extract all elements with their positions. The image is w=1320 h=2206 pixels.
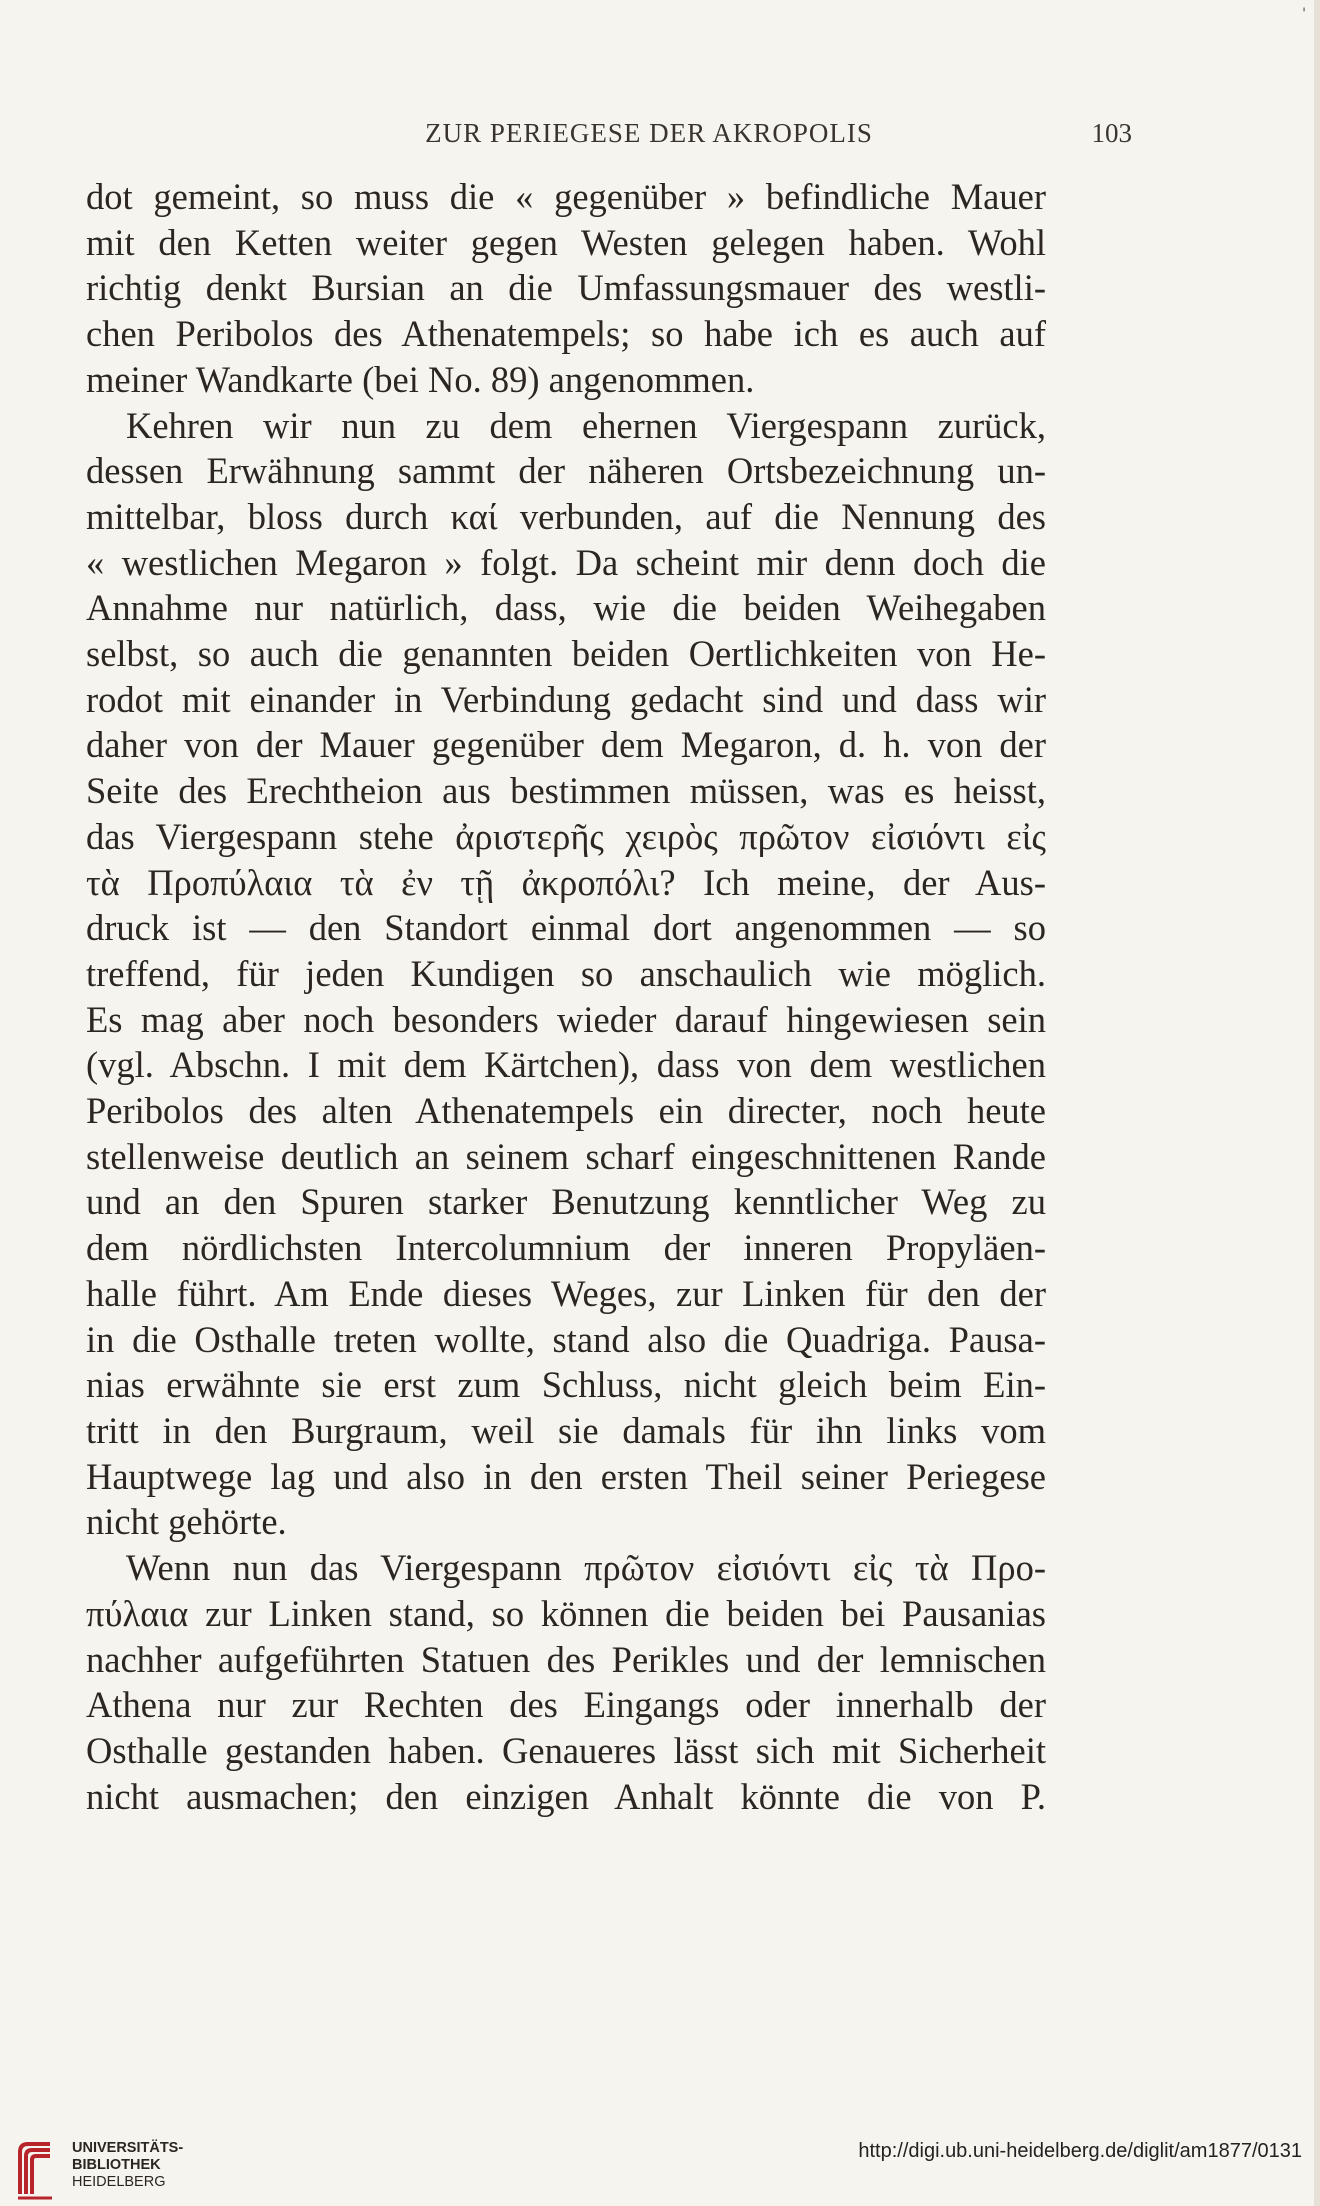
text-line: stellenweise deutlich an seinem scharf eingeschnittenen Rande — [86, 1135, 1046, 1177]
text-line: nias erwähnte sie erst zum Schluss, nicht gleich beim Ein- — [86, 1364, 1046, 1406]
text-line: mit den Ketten weiter gegen Westen gelegen haben. Wohl — [86, 221, 1046, 263]
text-line: nicht gehörte. — [86, 1501, 287, 1543]
library-logo[interactable] — [14, 2134, 184, 2204]
text-line: Seite des Erechtheion aus bestimmen müssen, was es heisst, — [86, 770, 1046, 812]
source-url-link[interactable]: http://digi.ub.uni-heidelberg.de/diglit/am1877/0131 — [858, 2140, 1302, 2162]
page-number: 103 — [1091, 118, 1132, 148]
library-line-1: UNIVERSITÄTS- — [72, 2140, 184, 2156]
text-line: halle führt. Am Ende dieses Weges, zur Linken für den der — [86, 1272, 1046, 1314]
page-edge — [1314, 0, 1320, 2206]
text-line: druck ist — den Standort einmal dort angenommen — so — [86, 907, 1046, 949]
text-line: tritt in den Burgraum, weil sie damals für ihn links vom — [86, 1409, 1046, 1451]
running-title: ZUR PERIEGESE DER AKROPOLIS — [425, 118, 873, 148]
paragraph — [86, 174, 1046, 403]
text-line: Athena nur zur Rechten des Eingangs oder innerhalb der — [86, 1684, 1046, 1726]
paragraph — [86, 1545, 1046, 1819]
text-line: Kehren wir nun zu dem ehernen Viergespann zurück, — [126, 404, 1046, 446]
text-line: Osthalle gestanden haben. Genaueres lässt sich mit Sicherheit — [86, 1729, 1046, 1771]
body-text — [86, 174, 1046, 1819]
text-line: chen Peribolos des Athenatempels; so habe ich es auch auf — [86, 313, 1046, 355]
text-line: dot gemeint, so muss die « gegenüber » befindliche Mauer — [86, 176, 1046, 217]
text-line: « westlichen Megaron » folgt. Da scheint mir denn doch die — [86, 541, 1046, 583]
text-line: dem nördlichsten Intercolumnium der inneren Propyläen- — [86, 1227, 1046, 1269]
text-line: nachher aufgeführten Statuen des Perikles und der lemnischen — [86, 1638, 1046, 1680]
text-line: in die Osthalle treten wollte, stand also die Quadriga. Pausa- — [86, 1318, 1046, 1360]
heidelberg-logo-icon — [14, 2134, 56, 2202]
text-line: meiner Wandkarte (bei No. 89) angenommen. — [86, 358, 755, 400]
text-line: daher von der Mauer gegenüber dem Megaron, d. h. von der — [86, 724, 1046, 766]
library-line-2: BIBLIOTHEK — [72, 2157, 161, 2173]
text-line: das Viergespann stehe ἀριστερῆς χειρὸς πρῶτον εἰσιόντι εἰς — [86, 815, 1046, 857]
footer — [0, 2110, 1320, 2206]
text-line: richtig denkt Bursian an die Umfassungsmauer des westli- — [86, 267, 1046, 309]
paragraph — [86, 403, 1046, 1546]
text-line: treffend, für jeden Kundigen so anschaulich wie möglich. — [86, 952, 1046, 994]
corner-mark: ' — [1302, 6, 1306, 22]
text-line: und an den Spuren starker Benutzung kenntlicher Weg zu — [86, 1181, 1046, 1223]
library-name — [72, 2140, 183, 2191]
text-line: Hauptwege lag und also in den ersten Theil seiner Periegese — [86, 1455, 1046, 1497]
text-line: nicht ausmachen; den einzigen Anhalt könnte die von P. — [86, 1775, 1046, 1817]
text-line: Peribolos des alten Athenatempels ein directer, noch heute — [86, 1090, 1046, 1132]
text-line: Es mag aber noch besonders wieder darauf hingewiesen sein — [86, 998, 1046, 1040]
text-line: rodot mit einander in Verbindung gedacht sind und dass wir — [86, 678, 1046, 720]
running-head — [86, 118, 1212, 158]
text-line: mittelbar, bloss durch καί verbunden, auf die Nennung des — [86, 495, 1046, 537]
text-line: selbst, so auch die genannten beiden Oertlichkeiten von He- — [86, 633, 1046, 675]
text-line: (vgl. Abschn. I mit dem Kärtchen), dass von dem westlichen — [86, 1044, 1046, 1086]
text-line: τὰ Προπύλαια τὰ ἐν τῇ ἀκροπόλι? Ich meine, der Aus- — [86, 861, 1046, 903]
text-line: Annahme nur natürlich, dass, wie die beiden Weihegaben — [86, 587, 1046, 629]
text-line: Wenn nun das Viergespann πρῶτον εἰσιόντι εἰς τὰ Προ- — [126, 1547, 1046, 1589]
library-line-3: HEIDELBERG — [72, 2174, 166, 2190]
text-line: dessen Erwähnung sammt der näheren Ortsbezeichnung un- — [86, 450, 1046, 492]
text-line: πύλαια zur Linken stand, so können die beiden bei Pausanias — [86, 1592, 1046, 1634]
